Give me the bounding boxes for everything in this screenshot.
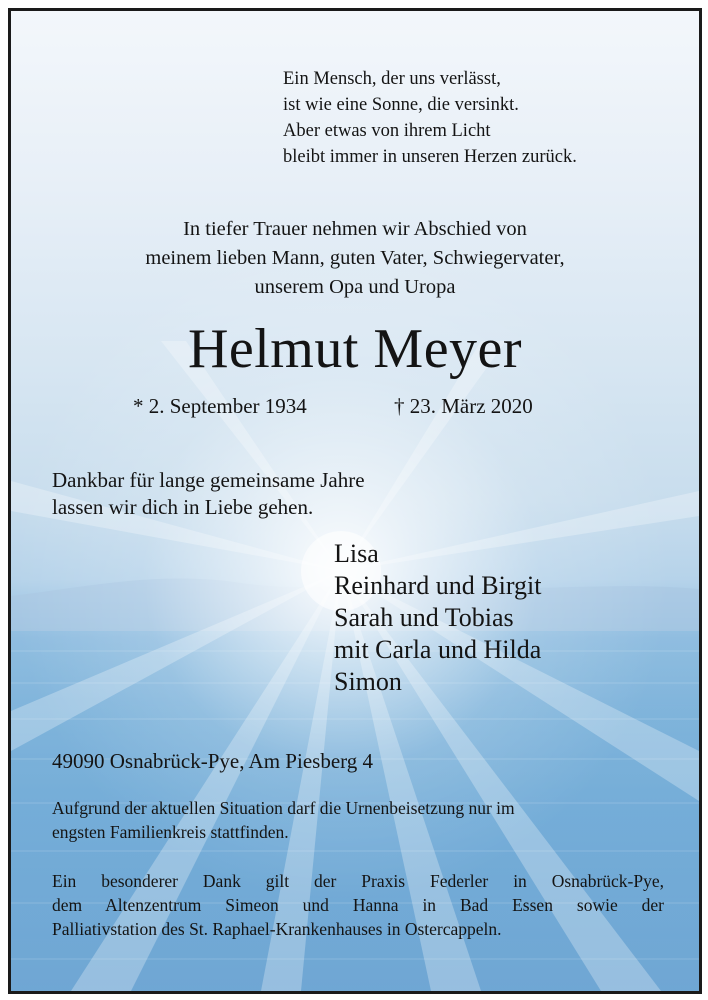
- announcement-line: In tiefer Trauer nehmen wir Abschied von: [183, 218, 527, 240]
- family-address: 49090 Osnabrück-Pye, Am Piesberg 4: [52, 749, 373, 773]
- mourning-announcement: [11, 215, 699, 302]
- family-member: Sarah und Tobias: [334, 603, 514, 632]
- family-member: mit Carla und Hilda: [334, 635, 542, 664]
- birth-date: * 2. September 1934: [133, 394, 307, 418]
- farewell-line: Dankbar für lange gemeinsame Jahre: [52, 468, 365, 492]
- acknowledgement-line: Ein besonderer Dank gilt der Praxis Federler in Osnabrück-Pye,: [52, 871, 664, 891]
- acknowledgement-line: dem Altenzentrum Simeon und Hanna in Bad Essen sowie der: [52, 895, 664, 915]
- family-member: Simon: [334, 667, 402, 696]
- deceased-name: Helmut Meyer: [187, 318, 523, 380]
- farewell-line: lassen wir dich in Liebe gehen.: [52, 495, 314, 519]
- poem: [283, 66, 577, 170]
- note-line: Aufgrund der aktuellen Situation darf die Urnenbeisetzung nur im: [52, 798, 515, 818]
- family-members: [334, 538, 542, 698]
- family-member: Reinhard und Birgit: [334, 571, 542, 600]
- poem-line: Ein Mensch, der uns verlässt,: [283, 69, 501, 89]
- family-member: Lisa: [334, 539, 379, 568]
- obituary-card: [8, 8, 702, 994]
- acknowledgement: [52, 869, 664, 941]
- poem-line: ist wie eine Sonne, die versinkt.: [283, 95, 519, 115]
- farewell-text: [52, 467, 365, 521]
- burial-note: [52, 796, 664, 844]
- note-line: engsten Familienkreis stattfinden.: [52, 822, 289, 842]
- poem-line: Aber etwas von ihrem Licht: [283, 121, 491, 141]
- acknowledgement-line: Palliativstation des St. Raphael-Krankenhauses in Ostercappeln.: [52, 919, 502, 939]
- poem-line: bleibt immer in unseren Herzen zurück.: [283, 147, 577, 167]
- death-date: † 23. März 2020: [394, 394, 533, 418]
- announcement-line: unserem Opa und Uropa: [254, 276, 456, 298]
- announcement-line: meinem lieben Mann, guten Vater, Schwiegervater,: [145, 247, 565, 269]
